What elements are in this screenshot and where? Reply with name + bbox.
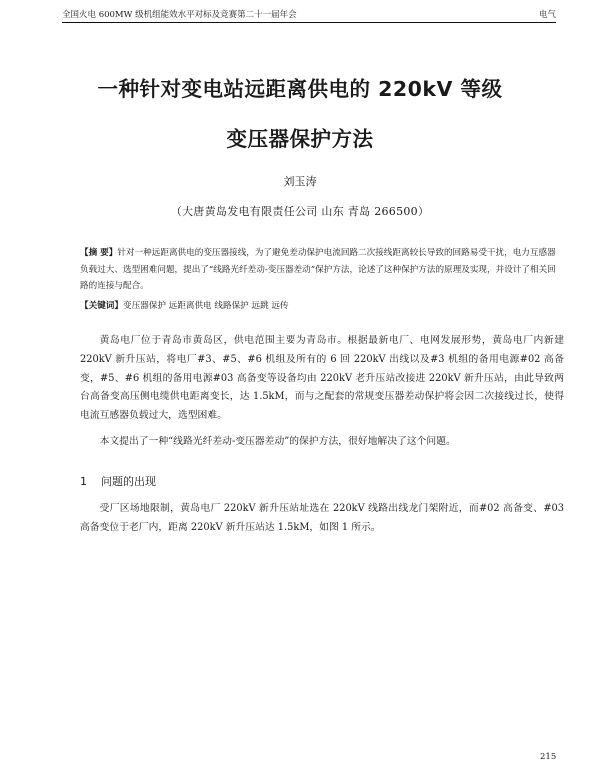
section-name: 电气: [538, 10, 556, 20]
title-line-2: 变压器保护方法: [226, 127, 374, 151]
abstract-text: 针对一种远距离供电的变压器接线，为了避免差动保护电流回路二次接线距离较长导致的回路易受干扰，电力互感器负载过大、选型困难问题，提出了“线路光纤差动-变压器差动”保护方法，论述了这种保护方法的原理及实现，并设计了相关回路的连接与配合。: [80, 248, 556, 291]
header-rule: [62, 22, 556, 23]
section-title: 问题的出现: [101, 475, 156, 488]
keywords-label: 【关键词】: [80, 301, 123, 311]
paragraph-2: 本文提出了一种“线路光纤差动-变压器差动”的保护方法，很好地解决了这个问题。: [99, 436, 456, 447]
title-line-1: 一种针对变电站远距离供电的 220kV 等级: [97, 77, 503, 101]
page-number: 215: [540, 752, 557, 762]
abstract-label: 【摘 要】: [80, 248, 118, 258]
paragraph-3: 受厂区场地限制，黄岛电厂 220kV 新升压站址选在 220kV 线路出线龙门架附近，而#02 高备变、#03 高备变位于老厂内，距离 220kV 新升压站达 1.5kM，如图 1 所示。: [80, 503, 564, 533]
section-heading-1: [80, 473, 156, 489]
journal-name: 全国火电 600MW 级机组能效水平对标及竞赛第二十一届年会: [62, 10, 297, 20]
affiliation: （大唐黄岛发电有限责任公司 山东 青岛 266500）: [170, 205, 430, 218]
author: 刘玉涛: [283, 175, 317, 188]
keywords-text: 变压器保护 远距离供电 线路保护 远跳 远传: [122, 301, 289, 311]
paragraph-1: 黄岛电厂位于青岛市黄岛区，供电范围主要为青岛市。根据最新电厂、电网发展形势，黄岛电厂内新建 220kV 新升压站，将电厂#3、#5、#6 机组及所有的 6 回 220kV 出线以及#3 机组的备用电源#02 高备变，#5、#6 机组的备用电源#03 高备变等设备均由 220kV 老升压站改接进 220kV 新升压站，由此导致两台高备变高压侧电缆供电距离变长，达 1.5kM，而与之配套的常规变压器差动保护将会因二次接线过长，使得电流互感器负载过大，选型困难。: [80, 335, 564, 422]
abstract: [80, 245, 560, 295]
keywords: [80, 299, 560, 311]
section-number: 1: [80, 475, 87, 488]
